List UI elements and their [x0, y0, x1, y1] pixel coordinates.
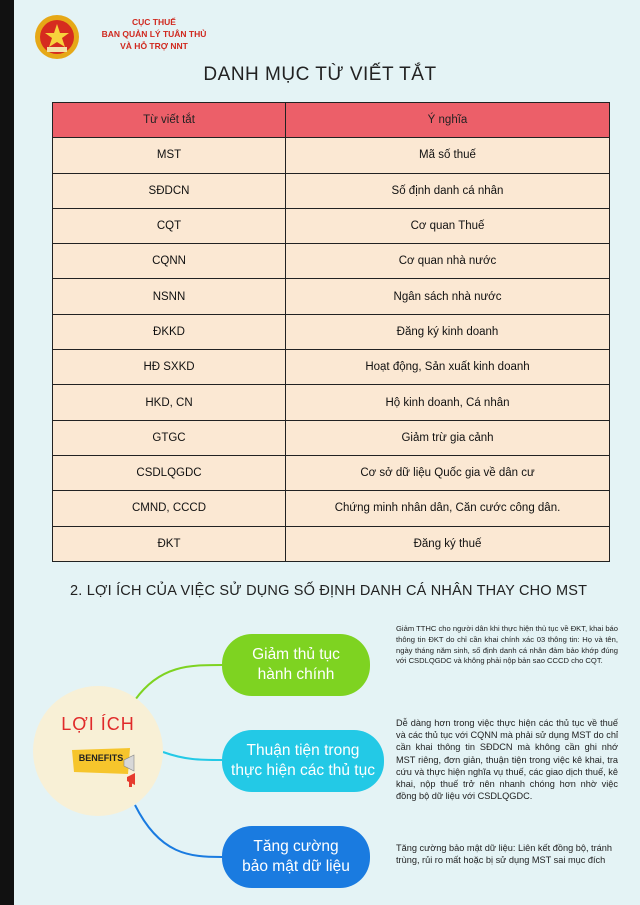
benefit-1-line-1: Giảm thủ tục — [252, 646, 340, 663]
meaning-cell: Chứng minh nhân dân, Căn cước công dân. — [286, 491, 610, 526]
benefit-pill-convenience — [222, 730, 384, 792]
abbr-cell: CQT — [53, 208, 286, 243]
abbr-cell: ĐKT — [53, 526, 286, 561]
benefits-center-title: LỢI ÍCH — [61, 714, 135, 734]
benefit-2-description: Dễ dàng hơn trong việc thực hiện các thủ tục về thuế và các thủ tục với CQNN mà phải sử dụng MST do chỉ cần khai thông tin SĐDCN mà không cần ghi nhớ MST riêng, đơn giản, thuận tiện trong việc kê khai, tra cứu và thực hiện nghĩa vụ thuế, các giao dịch thuế, kê khai, nộp thuế trở nên nhanh chóng hơn nhờ việc đồng bộ dữ liệu với CSDLQGDC. — [396, 718, 618, 802]
abbr-cell: MST — [53, 138, 286, 173]
benefit-2-line-1: Thuận tiện trong — [246, 742, 360, 759]
table-header-meaning: Ý nghĩa — [286, 103, 610, 138]
benefit-1-description: Giảm TTHC cho người dân khi thực hiện thủ tục về ĐKT, khai báo thông tin ĐKT do chỉ cần khai chính xác 03 thông tin: Họ và tên, ngày tháng năm sinh, số định danh cá nhân đảm bảo khớp đúng với CSDLQGDC và không phải nộp bản sao CCCD cho CQT. — [396, 624, 618, 666]
agency-line-3: VÀ HỖ TRỢ NNT — [120, 41, 188, 51]
meaning-cell: Hộ kinh doanh, Cá nhân — [286, 385, 610, 420]
abbr-cell: SĐDCN — [53, 173, 286, 208]
abbr-cell: GTGC — [53, 420, 286, 455]
abbr-cell: ĐKKD — [53, 314, 286, 349]
abbr-cell: HĐ SXKD — [53, 350, 286, 385]
benefit-pill-data-security — [222, 826, 370, 888]
abbr-cell: NSNN — [53, 279, 286, 314]
meaning-cell: Giảm trừ gia cảnh — [286, 420, 610, 455]
table-header-abbr: Từ viết tắt — [53, 103, 286, 138]
meaning-cell: Cơ quan Thuế — [286, 208, 610, 243]
benefit-3-line-1: Tăng cường — [253, 838, 339, 855]
abbr-cell: CSDLQGDC — [53, 455, 286, 490]
meaning-cell: Số định danh cá nhân — [286, 173, 610, 208]
megaphone-icon — [126, 772, 140, 788]
meaning-cell: Ngân sách nhà nước — [286, 279, 610, 314]
benefit-2-line-2: thực hiện các thủ tục — [231, 762, 375, 779]
meaning-cell: Cơ quan nhà nước — [286, 244, 610, 279]
benefit-1-line-2: hành chính — [257, 666, 335, 683]
benefits-section-title: 2. LỢI ÍCH CỦA VIỆC SỬ DỤNG SỐ ĐỊNH DANH CÁ NHÂN THAY CHO MST — [70, 583, 588, 599]
abbr-cell: CMND, CCCD — [53, 491, 286, 526]
meaning-cell: Mã số thuế — [286, 138, 610, 173]
page-title: DANH MỤC TỪ VIẾT TẮT — [203, 64, 437, 85]
benefit-3-line-2: bảo mật dữ liệu — [242, 858, 350, 875]
abbr-cell: HKD, CN — [53, 385, 286, 420]
agency-line-2: BAN QUẢN LÝ TUÂN THỦ — [101, 29, 207, 39]
meaning-cell: Hoạt động, Sản xuất kinh doanh — [286, 350, 610, 385]
benefit-pill-reduce-procedures — [222, 634, 370, 696]
meaning-cell: Đăng ký kinh doanh — [286, 314, 610, 349]
abbr-cell: CQNN — [53, 244, 286, 279]
benefits-badge-label: BENEFITS — [78, 753, 124, 763]
meaning-cell: Đăng ký thuế — [286, 526, 610, 561]
agency-line-1: CỤC THUẾ — [132, 17, 176, 27]
meaning-cell: Cơ sở dữ liệu Quốc gia về dân cư — [286, 455, 610, 490]
benefit-3-description: Tăng cường bảo mật dữ liệu: Liên kết đồng bộ, tránh trùng, rủi ro mất hoặc bị sử dụng MST sai mục đích — [396, 843, 612, 866]
